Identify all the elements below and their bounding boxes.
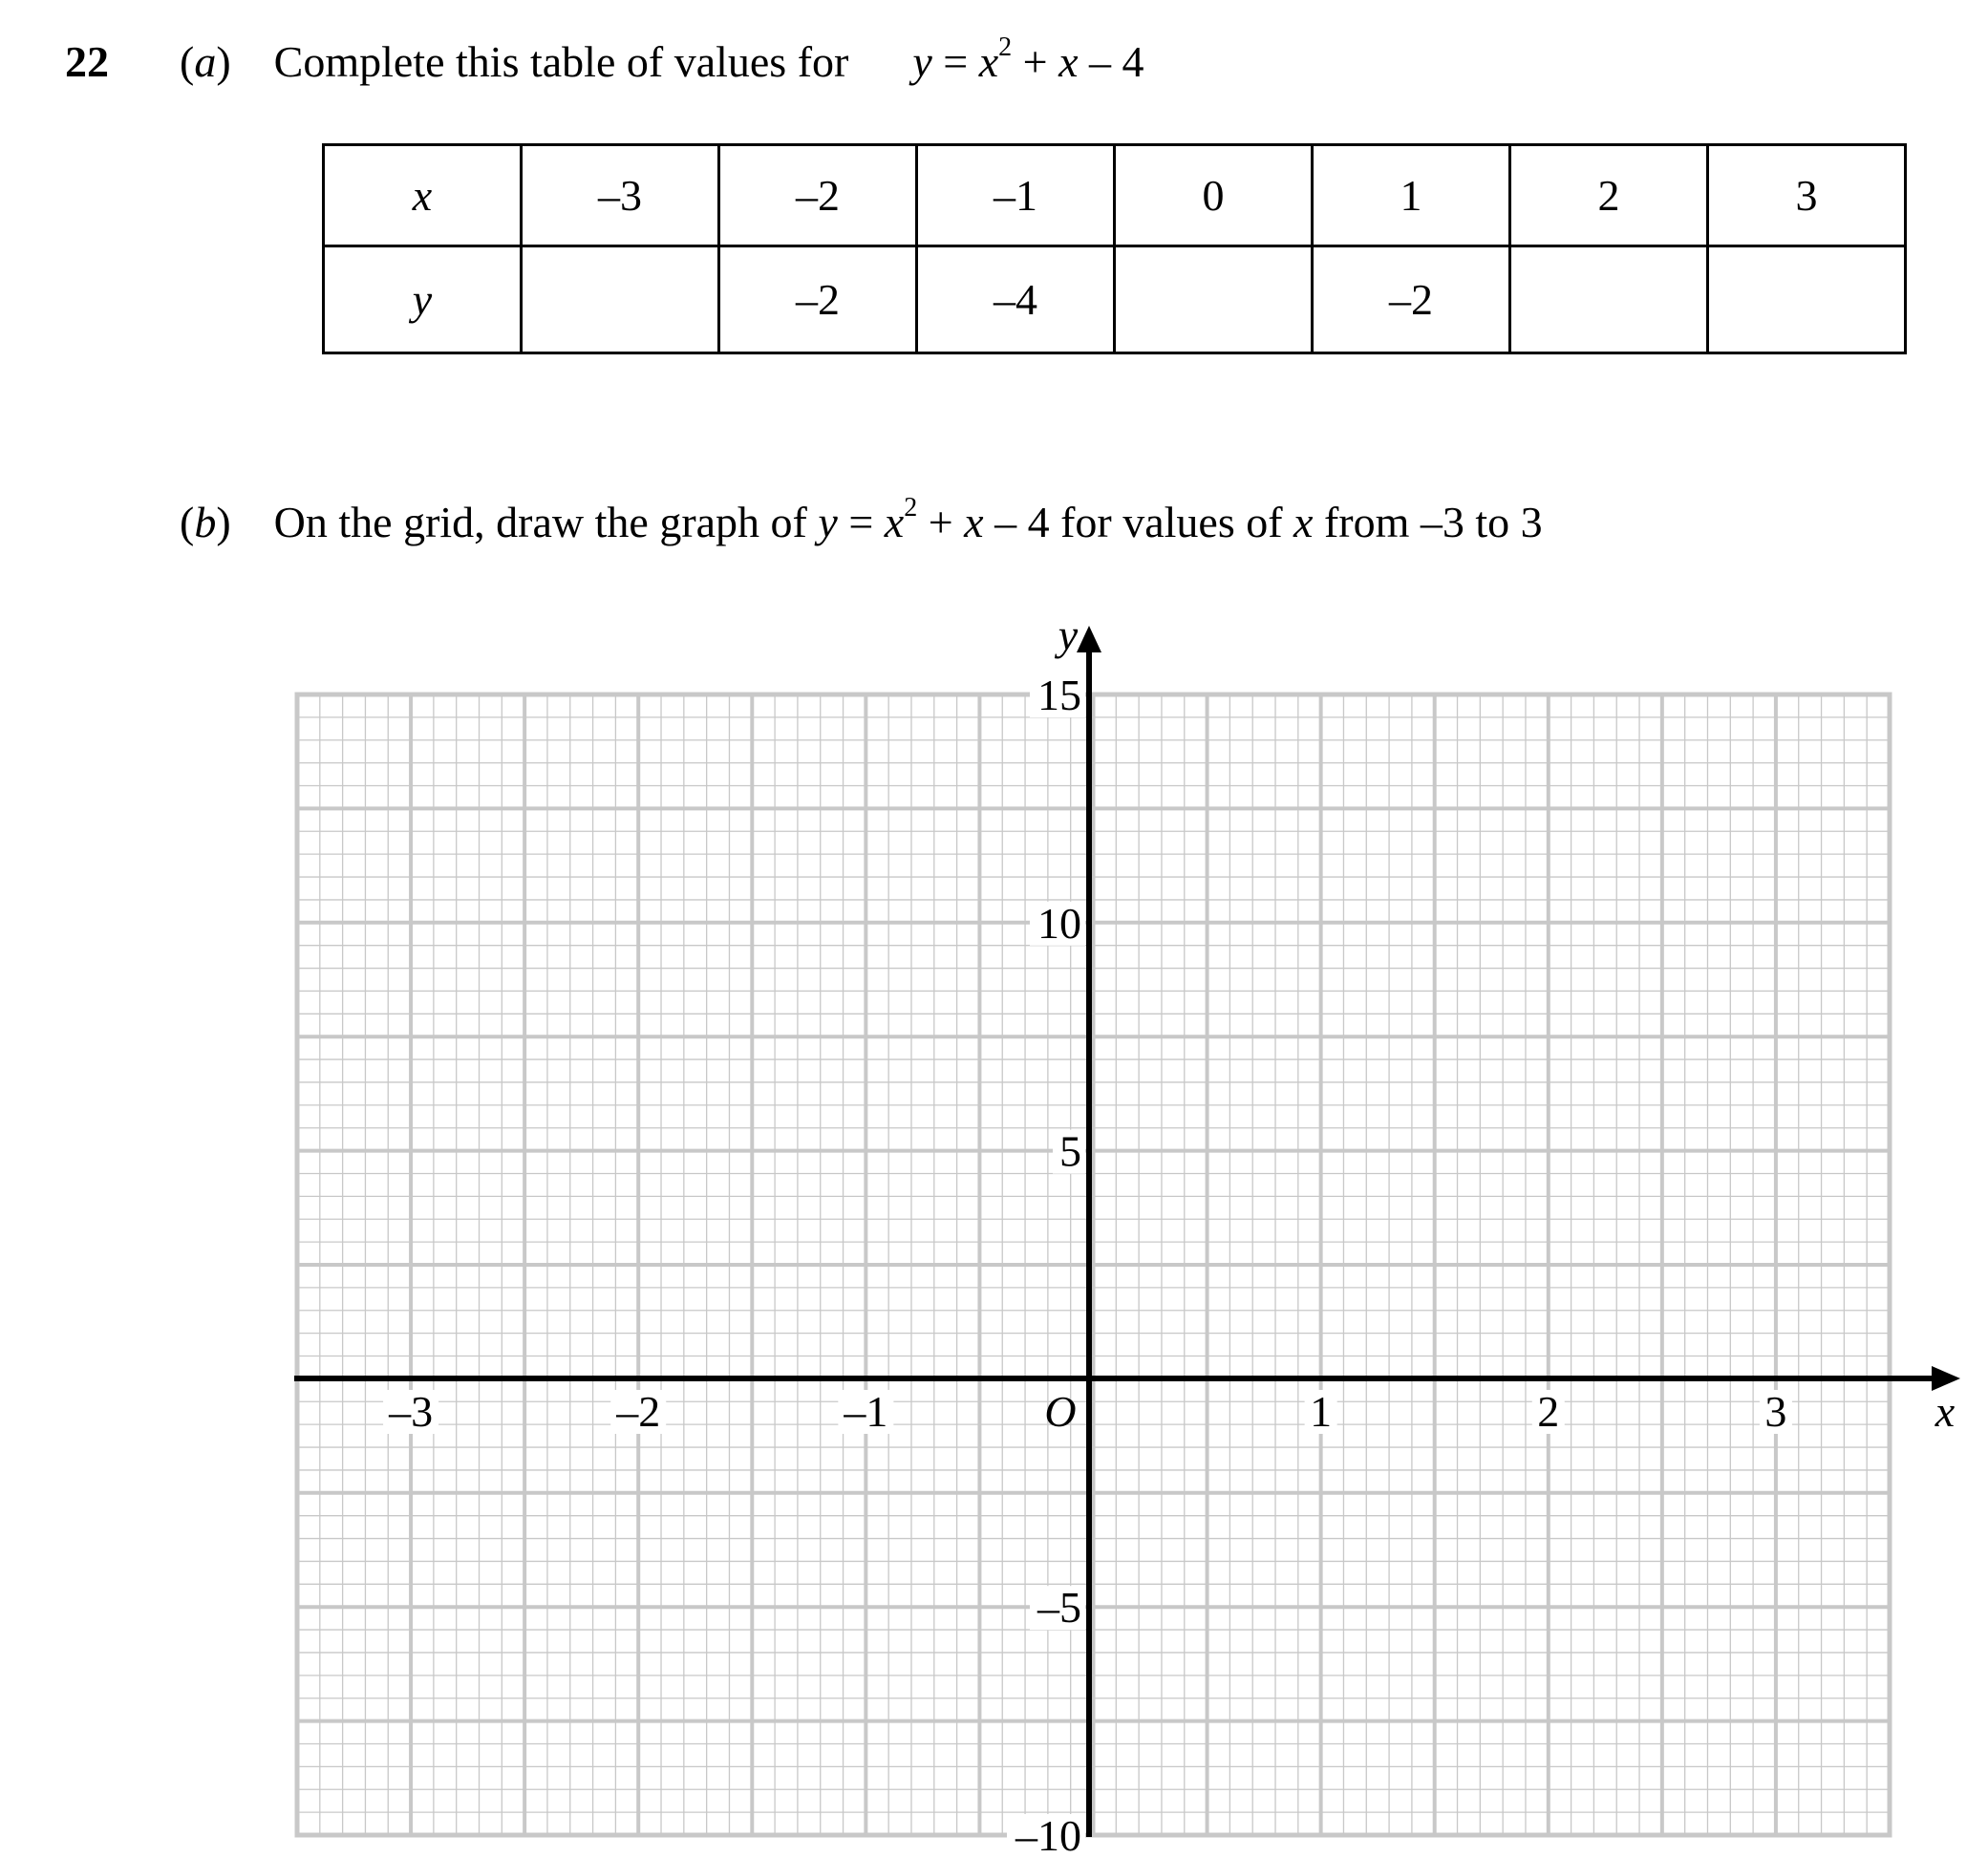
table-cell-x: 1 <box>1313 145 1510 246</box>
grid-major-lines <box>297 694 1890 1835</box>
table-cell-x: 0 <box>1115 145 1313 246</box>
y-tick-label: 5 <box>1059 1126 1081 1176</box>
x-axis-label: x <box>1935 1387 1956 1436</box>
table-cell-x: 3 <box>1708 145 1906 246</box>
y-axis-arrow <box>1077 626 1101 652</box>
part-a-equation: $y = x^2 + x - 4$ <box>912 32 1144 86</box>
part-b-text-after: from –3 to 3 <box>1313 498 1543 546</box>
table-header-x: x <box>324 145 522 246</box>
y-tick-label: –10 <box>1015 1811 1081 1858</box>
part-b-text-middle: for values of <box>1049 498 1294 546</box>
part-a-label: (a) <box>180 37 231 86</box>
y-tick-label: 10 <box>1037 898 1081 948</box>
table-cell-y: –2 <box>719 246 917 353</box>
table-header-y: y <box>324 246 522 353</box>
x-tick-label: –3 <box>389 1387 434 1436</box>
x-tick-label: 1 <box>1310 1387 1333 1436</box>
axis-labels <box>383 610 1956 1858</box>
part-b-label: (b) <box>180 498 231 546</box>
part-b-text-before: On the grid, draw the graph of <box>273 498 819 546</box>
part-b-var: x <box>1293 498 1314 546</box>
table-cell-x: –3 <box>522 145 719 246</box>
x-tick-label: –1 <box>844 1387 888 1436</box>
table-cell-y: –4 <box>917 246 1115 353</box>
table-cell-y: –2 <box>1313 246 1510 353</box>
x-tick-label: 2 <box>1537 1387 1560 1436</box>
x-tick-label: –2 <box>616 1387 661 1436</box>
y-tick-label: –5 <box>1037 1583 1081 1633</box>
table-cell-x: –1 <box>917 145 1115 246</box>
origin-label: O <box>1044 1387 1077 1436</box>
x-tick-label: 3 <box>1764 1387 1787 1436</box>
y-axis-label: y <box>1058 610 1079 659</box>
y-tick-label: 15 <box>1037 671 1081 719</box>
table-cell-x: –2 <box>719 145 917 246</box>
part-a-text: Complete this table of values for <box>273 37 849 86</box>
table-cell-x: 2 <box>1510 145 1708 246</box>
part-b-equation: $y = x^2 + x - 4$ <box>818 493 1050 546</box>
question-number: 22 <box>65 37 109 86</box>
